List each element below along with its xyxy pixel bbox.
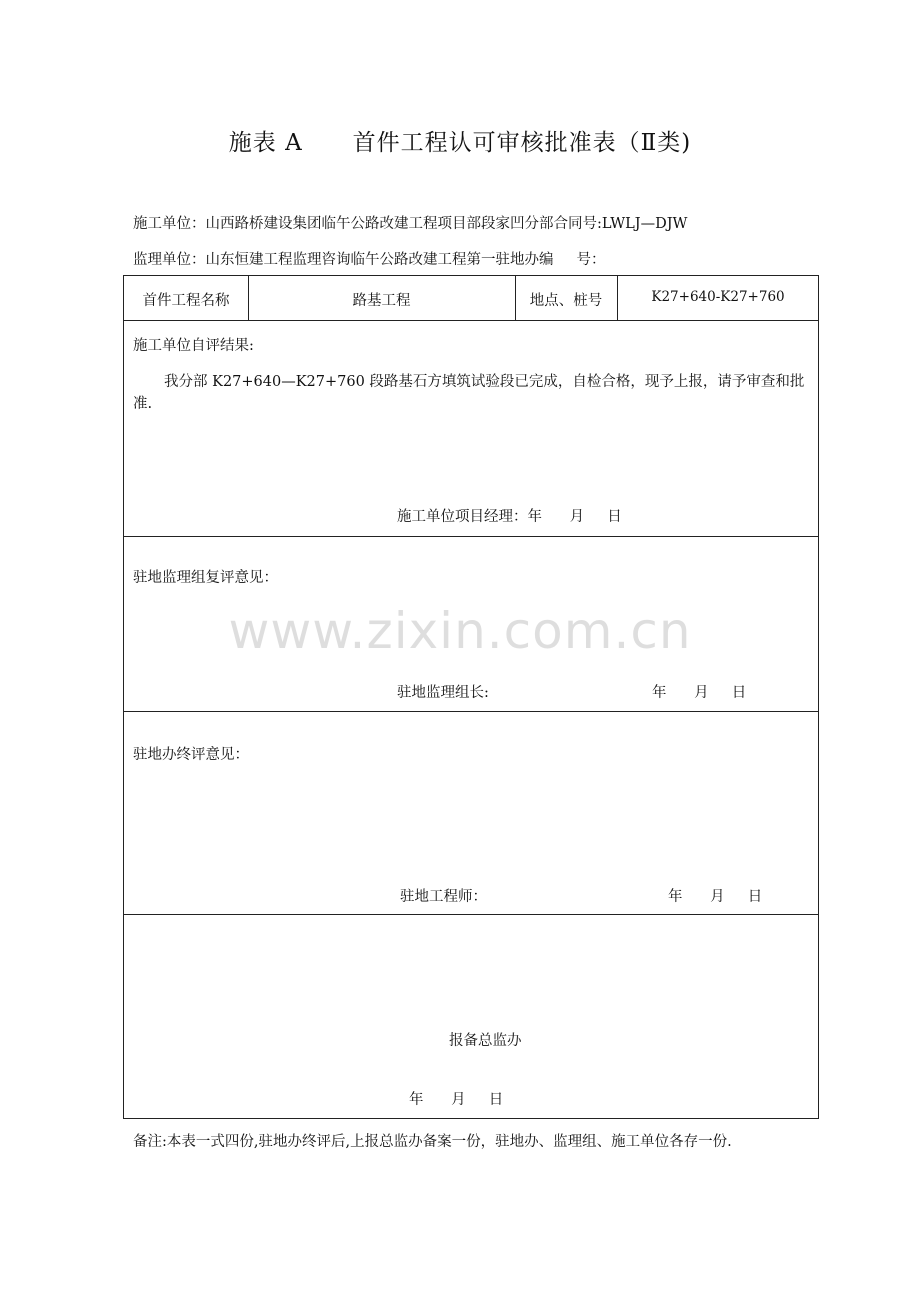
footnote: 备注:本表一式四份,驻地办终评后,上报总监办备案一份，驻地办、监理组、施工单位各存一份. xyxy=(133,1134,732,1150)
self-eval-heading: 施工单位自评结果: xyxy=(133,338,254,354)
final-review-heading: 驻地办终评意见： xyxy=(133,747,249,763)
location-value: K27+640-K27+760 xyxy=(651,289,785,305)
filing-label: 报备总监办 xyxy=(449,1033,522,1049)
row-divider xyxy=(124,914,818,915)
filing-date: 年 月 日 xyxy=(409,1092,504,1108)
final-review-signer: 驻地工程师： xyxy=(400,889,487,905)
location-label: 地点、桩号 xyxy=(529,293,603,309)
construction-unit-line: 施工单位：山西路桥建设集团临午公路改建工程项目部段家凹分部合同号:LWLJ—DJW xyxy=(133,216,688,232)
project-name-label: 首件工程名称 xyxy=(142,293,230,309)
self-eval-signature: 施工单位项目经理：年 月 日 xyxy=(397,509,622,525)
row-divider xyxy=(124,711,818,712)
watermark: www.zixin.com.cn xyxy=(228,602,692,660)
group-review-date: 年 月 日 xyxy=(652,685,747,701)
document-title: 施表 A 首件工程认可审核批准表（Ⅱ类) xyxy=(228,130,692,156)
row-divider xyxy=(124,320,818,321)
self-eval-content: 我分部 K27+640—K27+760 段路基石方填筑试验段已完成，自检合格，现予上报，请予审查和批准. xyxy=(133,374,805,412)
final-review-date: 年 月 日 xyxy=(668,889,763,905)
group-review-heading: 驻地监理组复评意见： xyxy=(133,570,278,586)
supervision-unit-line: 监理单位：山东恒建工程监理咨询临午公路改建工程第一驻地办编 号： xyxy=(133,252,606,268)
group-review-signer: 驻地监理组长: xyxy=(397,685,489,701)
approval-form-table xyxy=(123,275,819,1119)
row-divider xyxy=(124,536,818,537)
project-name-value: 路基工程 xyxy=(352,293,411,309)
